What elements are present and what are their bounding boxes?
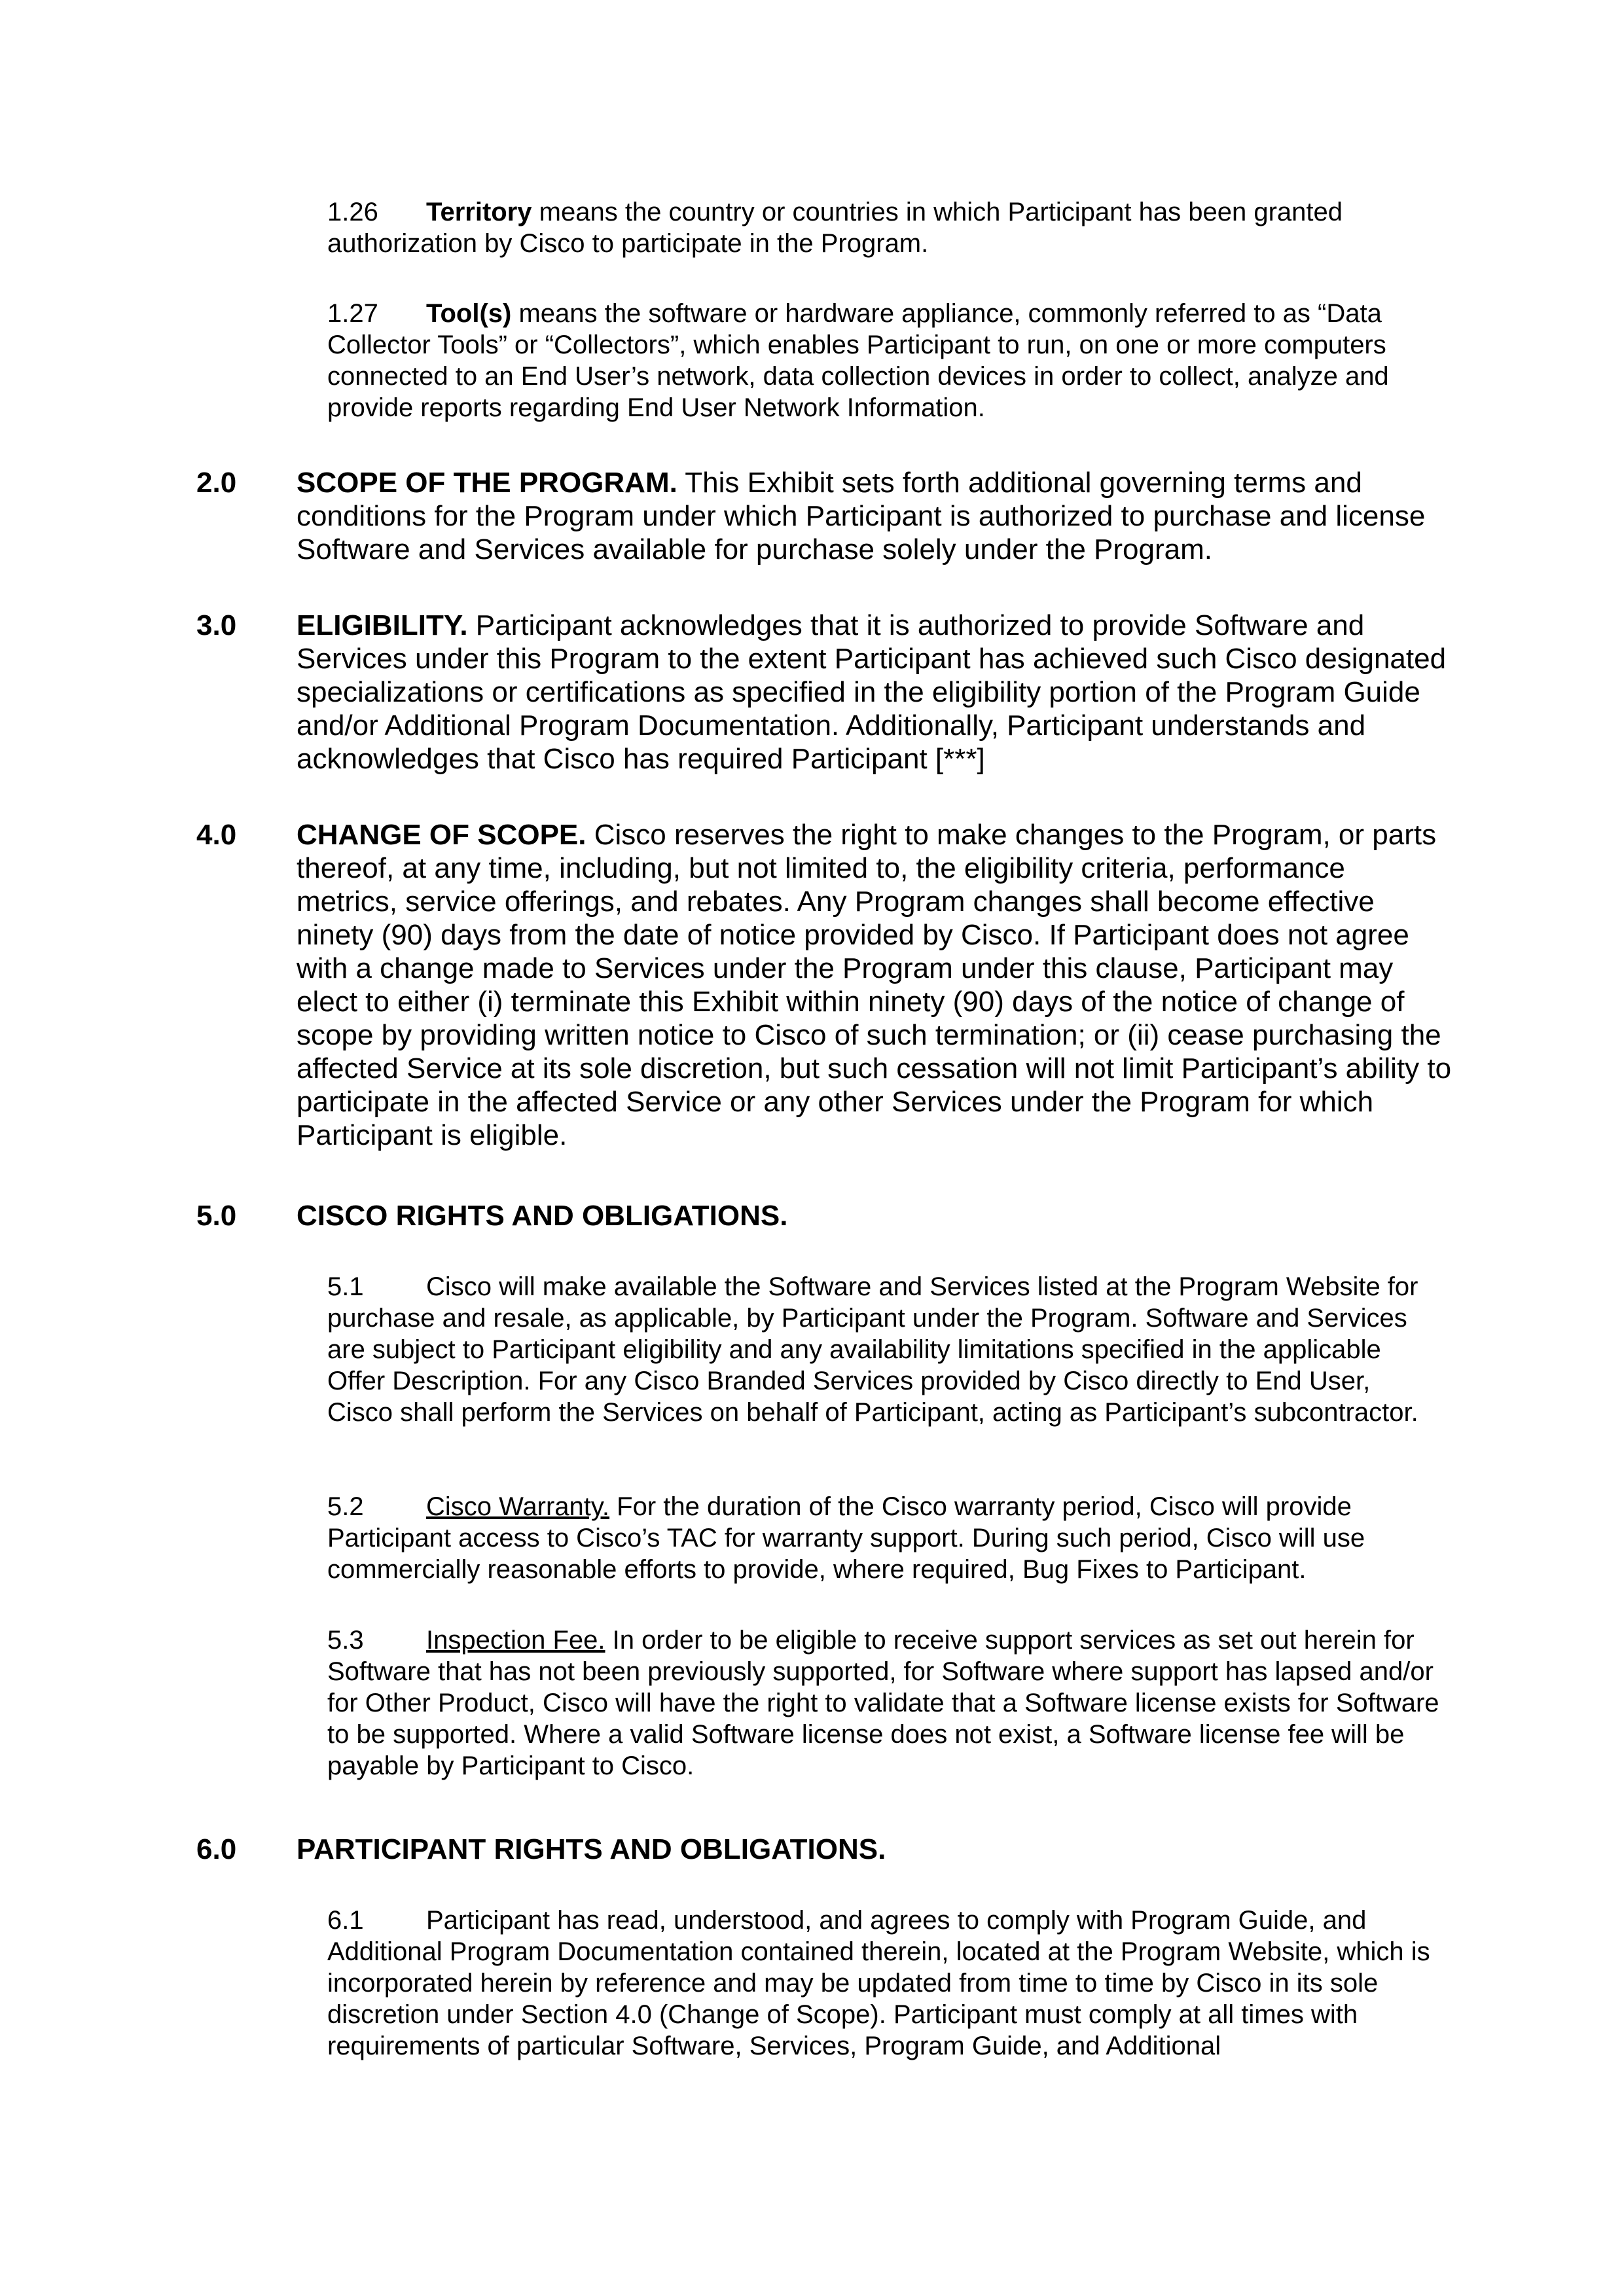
section-heading: CHANGE OF SCOPE.: [297, 819, 586, 851]
section-text: Cisco reserves the right to make changes to the Program, or parts thereof, at any time, including, but not limited to, the eligibility criteria, performance metrics, service offerings, and rebates. Any Program changes shall become effective ninety (90) days from the date of notice provided by Cisco. If Participant does not agree with a change made to Services under the Program under this clause, Participant may elect to either (i) terminate this Exhibit within ninety (90) days of the notice of change of scope by providing written notice to Cisco of such termination; or (ii) cease purchasing the affected Service at its sole discretion, but such cessation will not limit Participant’s ability to participate in the affected Service or any other Services under the Program for which Participant is eligible.: [297, 819, 1452, 1151]
clause-text: means the country or countries in which Participant has been granted authorization by Cisco to participate in the Program.: [327, 198, 1343, 258]
section-heading: PARTICIPANT RIGHTS AND OBLIGATIONS.: [297, 1833, 886, 1865]
clause-5-2: [327, 1491, 1440, 1585]
section-heading: CISCO RIGHTS AND OBLIGATIONS.: [297, 1200, 788, 1232]
section-3: [196, 609, 1453, 776]
section-number: 4.0: [196, 819, 237, 851]
clause-title: Inspection Fee.: [426, 1626, 605, 1655]
clause-number: 5.1: [327, 1272, 364, 1301]
section-5: [196, 1199, 1453, 1232]
clause-number: 6.1: [327, 1906, 364, 1935]
clause-number: 1.26: [327, 198, 378, 226]
defined-term: Territory: [426, 198, 532, 226]
section-number: 3.0: [196, 609, 237, 641]
clause-5-1: [327, 1271, 1440, 1428]
section-number: 5.0: [196, 1200, 237, 1232]
section-4: [196, 818, 1453, 1152]
clause-text: means the software or hardware appliance, commonly referred to as “Data Collector Tools” or “Collectors”, which enables Participant to run, on one or more computers connected to an End User’s network, data collection devices in order to collect, analyze and provide reports regarding End User Network Information.: [327, 299, 1389, 422]
section-text: Participant acknowledges that it is authorized to provide Software and Services under this Program to the extent Participant has achieved such Cisco designated specializations or certifications as specified in the eligibility portion of the Program Guide and/or Additional Program Documentation. Additionally, Participant understands and acknowledges that Cisco has required Participant [***]: [297, 609, 1447, 775]
section-heading: ELIGIBILITY.: [297, 609, 468, 641]
clause-text: Participant has read, understood, and agrees to comply with Program Guide, and Additional Program Documentation contained therein, located at the Program Website, which is incorporated herein by reference and may be updated from time to time by Cisco in its sole discretion under Section 4.0 (Change of Scope). Participant must comply at all times with requirements of particular Software, Services, Program Guide, and Additional: [327, 1906, 1430, 2060]
section-text: This Exhibit sets forth additional governing terms and conditions for the Program under which Participant is authorized to purchase and license Software and Services available for purchase solely under the Program.: [297, 467, 1426, 565]
clause-6-1: [327, 1905, 1440, 2062]
section-6: [196, 1833, 1453, 1866]
clause-text: For the duration of the Cisco warranty period, Cisco will provide Participant access to Cisco’s TAC for warranty support. During such period, Cisco will use commercially reasonable efforts to provide, where required, Bug Fixes to Participant.: [327, 1492, 1365, 1584]
clause-1-26: [327, 196, 1440, 259]
section-heading: SCOPE OF THE PROGRAM.: [297, 467, 677, 499]
clause-number: 1.27: [327, 299, 378, 328]
clause-number: 5.3: [327, 1626, 364, 1655]
clause-5-3: [327, 1624, 1440, 1782]
section-number: 6.0: [196, 1833, 237, 1865]
section-2: [196, 466, 1453, 566]
clause-text: In order to be eligible to receive support services as set out herein for Software that has not been previously supported, for Software where support has lapsed and/or for Other Product, Cisco will have the right to validate that a Software license exists for Software to be supported. Where a valid Software license does not exist, a Software license fee will be payable by Participant to Cisco.: [327, 1626, 1439, 1780]
defined-term: Tool(s): [426, 299, 512, 328]
section-number: 2.0: [196, 467, 237, 499]
clause-title: Cisco Warranty.: [426, 1492, 610, 1521]
clause-1-27: [327, 298, 1440, 423]
clause-number: 5.2: [327, 1492, 364, 1521]
clause-text: Cisco will make available the Software and Services listed at the Program Website for purchase and resale, as applicable, by Participant under the Program. Software and Services are subject to Participant eligibility and any availability limitations specified in the applicable Offer Description. For any Cisco Branded Services provided by Cisco directly to End User, Cisco shall perform the Services on behalf of Participant, acting as Participant’s subcontractor.: [327, 1272, 1418, 1427]
